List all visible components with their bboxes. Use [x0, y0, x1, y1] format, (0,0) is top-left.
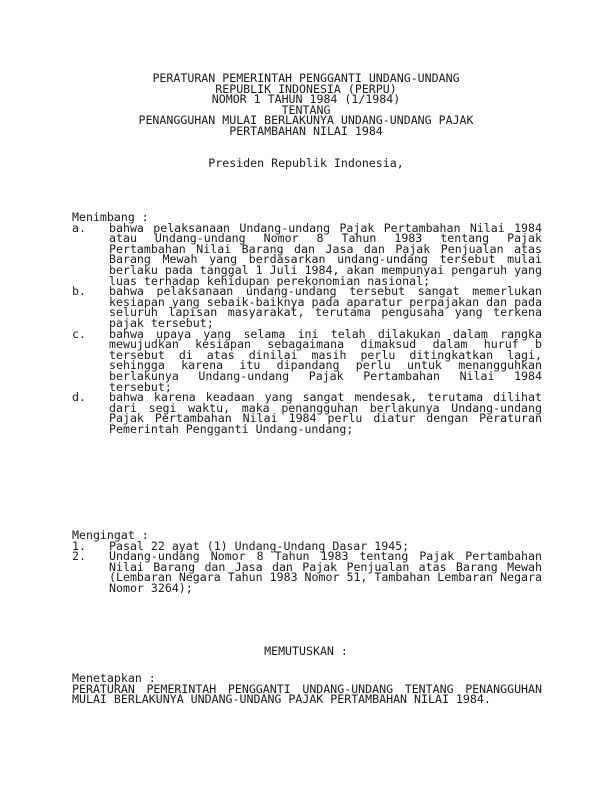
menetapkan-text: PERATURAN PEMERINTAH PENGGANTI UNDANG-UNDANG TENTANG PENANGGUHAN MULAI BERLAKUNYA UNDANG-UNDANG PAJAK PERTAMBAHAN NILAI 1984.: [72, 681, 542, 707]
item-text: Pasal 22 ayat (1) Undang-Undang Dasar 1945;: [109, 538, 410, 553]
menimbang-section: [72, 212, 542, 434]
title-line: TENTANG: [281, 102, 331, 117]
mengingat-item-2: [72, 551, 542, 593]
mengingat-section: [72, 530, 542, 594]
item-text: bahwa upaya yang selama ini telah dilakukan dalam rangka mewujudkan kesiapan sebagaimana dimaksud dalam huruf b tersebut di atas dinilai masih perlu ditingkatkan lagi, sehingga karena itu dipandang perlu untuk menangguhkan berlakunya Undang-undang Pajak Pertambahan Nilai 1984 tersebut;: [109, 326, 542, 394]
item-text: bahwa pelaksanaan Undang-undang Pajak Pertambahan Nilai 1984 atau Undang-undang Nomor 8 Tahun 1983 tentang Pajak Pertambahan Nilai Barang dan Jasa dan Pajak Penjualan atas Barang Mewah yang berdasarkan undang-undang tersebut mulai berlaku pada tanggal 1 Juli 1984, akan mempunyai pengaruh yang luas terhadap kehidupan perekonomian nasional;: [109, 220, 542, 288]
menetapkan-heading: Menetapkan :: [72, 671, 156, 685]
menimbang-item-a: [72, 220, 542, 288]
title-line: PENANGGUHAN MULAI BERLAKUNYA UNDANG-UNDANG PAJAK: [138, 113, 474, 128]
menimbang-item-b: [72, 286, 542, 328]
item-text: Undang-undang Nomor 8 Tahun 1983 tentang Pajak Pertambahan Nilai Barang dan Jasa dan Pajak Penjualan atas Barang Mewah (Lembaran Negara Tahun 1983 Nomor 51, Tambahan Lembaran Negara Nomor 3264);: [109, 549, 542, 595]
title-line: PERTAMBAHAN NILAI 1984: [229, 123, 383, 138]
memutuskan-heading: MEMUTUSKAN :: [264, 644, 348, 658]
item-text: bahwa karena keadaan yang sangat mendesak, terutama dilihat dari segi waktu, maka penangguhan berlakunya Undang-undang Pajak Pertambahan Nilai 1984 perlu diatur dengan Peraturan Pemerintah Pengganti Undang-undang;: [109, 390, 542, 436]
item-marker: c.: [72, 326, 86, 341]
item-marker: d.: [72, 390, 86, 405]
mengingat-heading: Mengingat :: [72, 528, 149, 542]
menimbang-item-c: [72, 326, 542, 394]
item-text: bahwa pelaksanaan undang-undang tersebut sangat memerlukan kesiapan yang sebaik-baiknya pada aparatur perpajakan dan pada seluruh lapisan masyarakat, terutama pengusaha yang terkena pajak tersebut;: [109, 284, 542, 330]
item-marker: 2.: [72, 549, 86, 564]
title-line: NOMOR 1 TAHUN 1984 (1/1984): [211, 92, 401, 107]
title-line: REPUBLIK INDONESIA (PERPU): [215, 81, 397, 96]
item-marker: b.: [72, 284, 86, 299]
menetapkan-section: [72, 673, 542, 705]
title-line: PERATURAN PEMERINTAH PENGGANTI UNDANG-UNDANG: [152, 71, 460, 85]
menimbang-heading: Menimbang :: [72, 210, 149, 224]
item-marker: a.: [72, 220, 86, 235]
item-marker: 1.: [72, 538, 86, 553]
menimbang-item-d: [72, 392, 542, 434]
greeting: Presiden Republik Indonesia,: [208, 156, 404, 170]
document-title: [0, 73, 612, 137]
